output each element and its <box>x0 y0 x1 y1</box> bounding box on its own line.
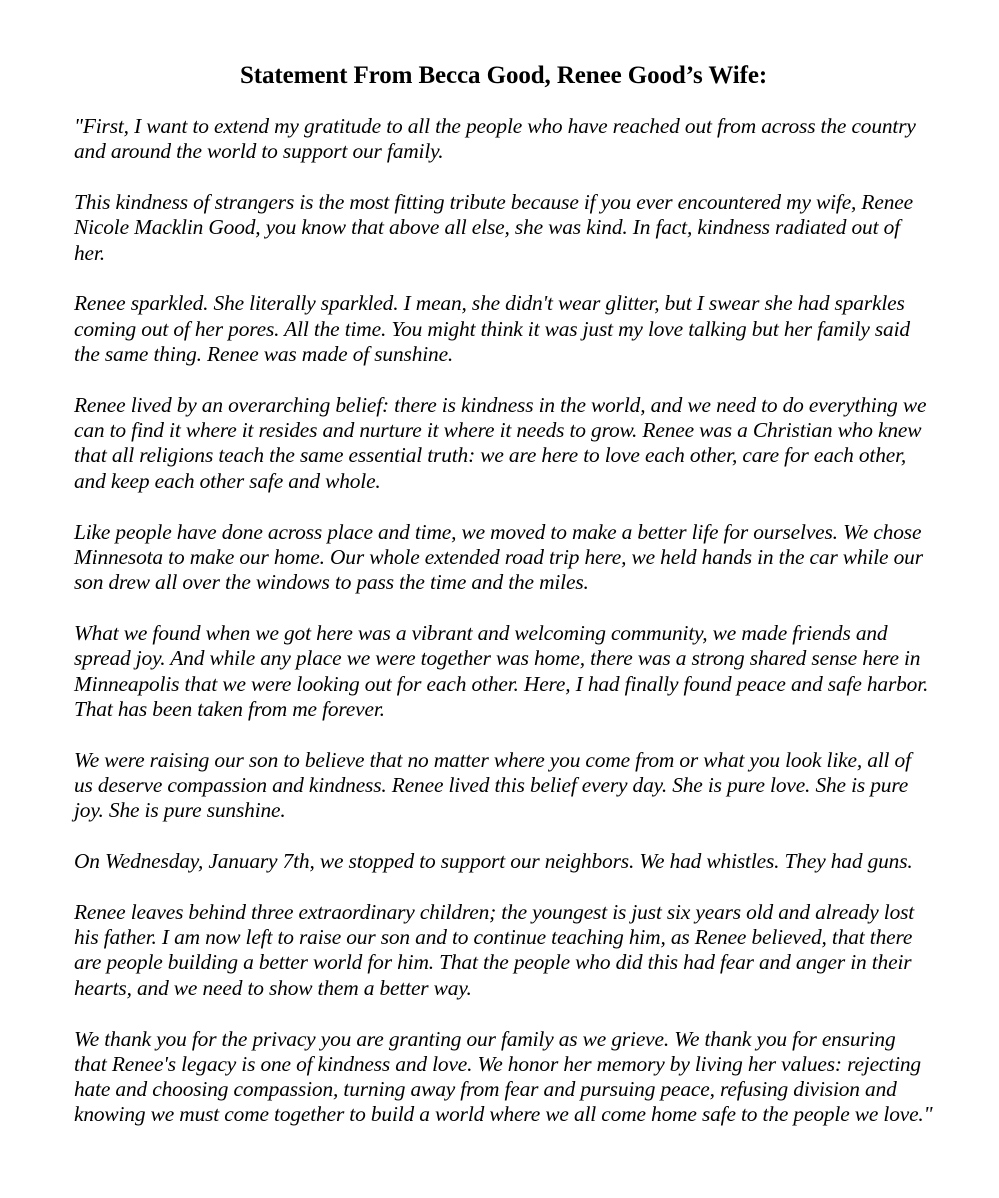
paragraph-1: "First, I want to extend my gratitude to all the people who have reached out from across the country and around the world to support our family. <box>74 114 916 164</box>
paragraph-7: We were raising our son to believe that no matter where you come from or what you look like, all of us deserve compassion and kindness. Renee lived this belief every day. She is pure love. She is pure joy. She is pure sunshine. <box>74 747 911 823</box>
paragraph-10: We thank you for the privacy you are granting our family as we grieve. We thank you for ensuring that Renee's legacy is one of kindness and love. We honor her memory by living her values: rejecting hate and choosing compassion, turning away from fear and pursuing peace, refusing division and knowing we must come together to build a world where we all come home safe to the people we love." <box>74 1026 933 1127</box>
paragraph-9: Renee leaves behind three extraordinary children; the youngest is just six years old and already lost his father. I am now left to raise our son and to continue teaching him, as Renee believed, that there are people building a better world for him. That the people who did this had fear and anger in their hearts, and we need to show them a better way. <box>74 899 915 1000</box>
statement-title: Statement From Becca Good, Renee Good’s Wife: <box>239 62 768 89</box>
paragraph-8: On Wednesday, January 7th, we stopped to support our neighbors. We had whistles. They had guns. <box>74 849 913 874</box>
paragraph-6: What we found when we got here was a vibrant and welcoming community, we made friends and spread joy. And while any place we were together was home, there was a strong shared sense here in Minneapolis that we were looking out for each other. Here, I had finally found peace and safe harbor. That has been taken from me forever. <box>74 620 929 721</box>
statement-body <box>74 114 933 1128</box>
paragraph-2: This kindness of strangers is the most fitting tribute because if you ever encountered my wife, Renee Nicole Macklin Good, you know that above all else, she was kind. In fact, kindness radiated out of her. <box>74 190 913 265</box>
paragraph-4: Renee lived by an overarching belief: there is kindness in the world, and we need to do everything we can to find it where it resides and nurture it where it needs to grow. Renee was a Christian who knew that all religions teach the same essential truth: we are here to love each other, care for each other, and keep each other safe and whole. <box>74 392 927 493</box>
paragraph-5: Like people have done across place and time, we moved to make a better life for ourselves. We chose Minnesota to make our home. Our whole extended road trip here, we held hands in the car while our son drew all over the windows to pass the time and the miles. <box>74 519 923 595</box>
paragraph-3: Renee sparkled. She literally sparkled. I mean, she didn't wear glitter, but I swear she had sparkles coming out of her pores. All the time. You might think it was just my love talking but her family said the same thing. Renee was made of sunshine. <box>74 291 910 367</box>
